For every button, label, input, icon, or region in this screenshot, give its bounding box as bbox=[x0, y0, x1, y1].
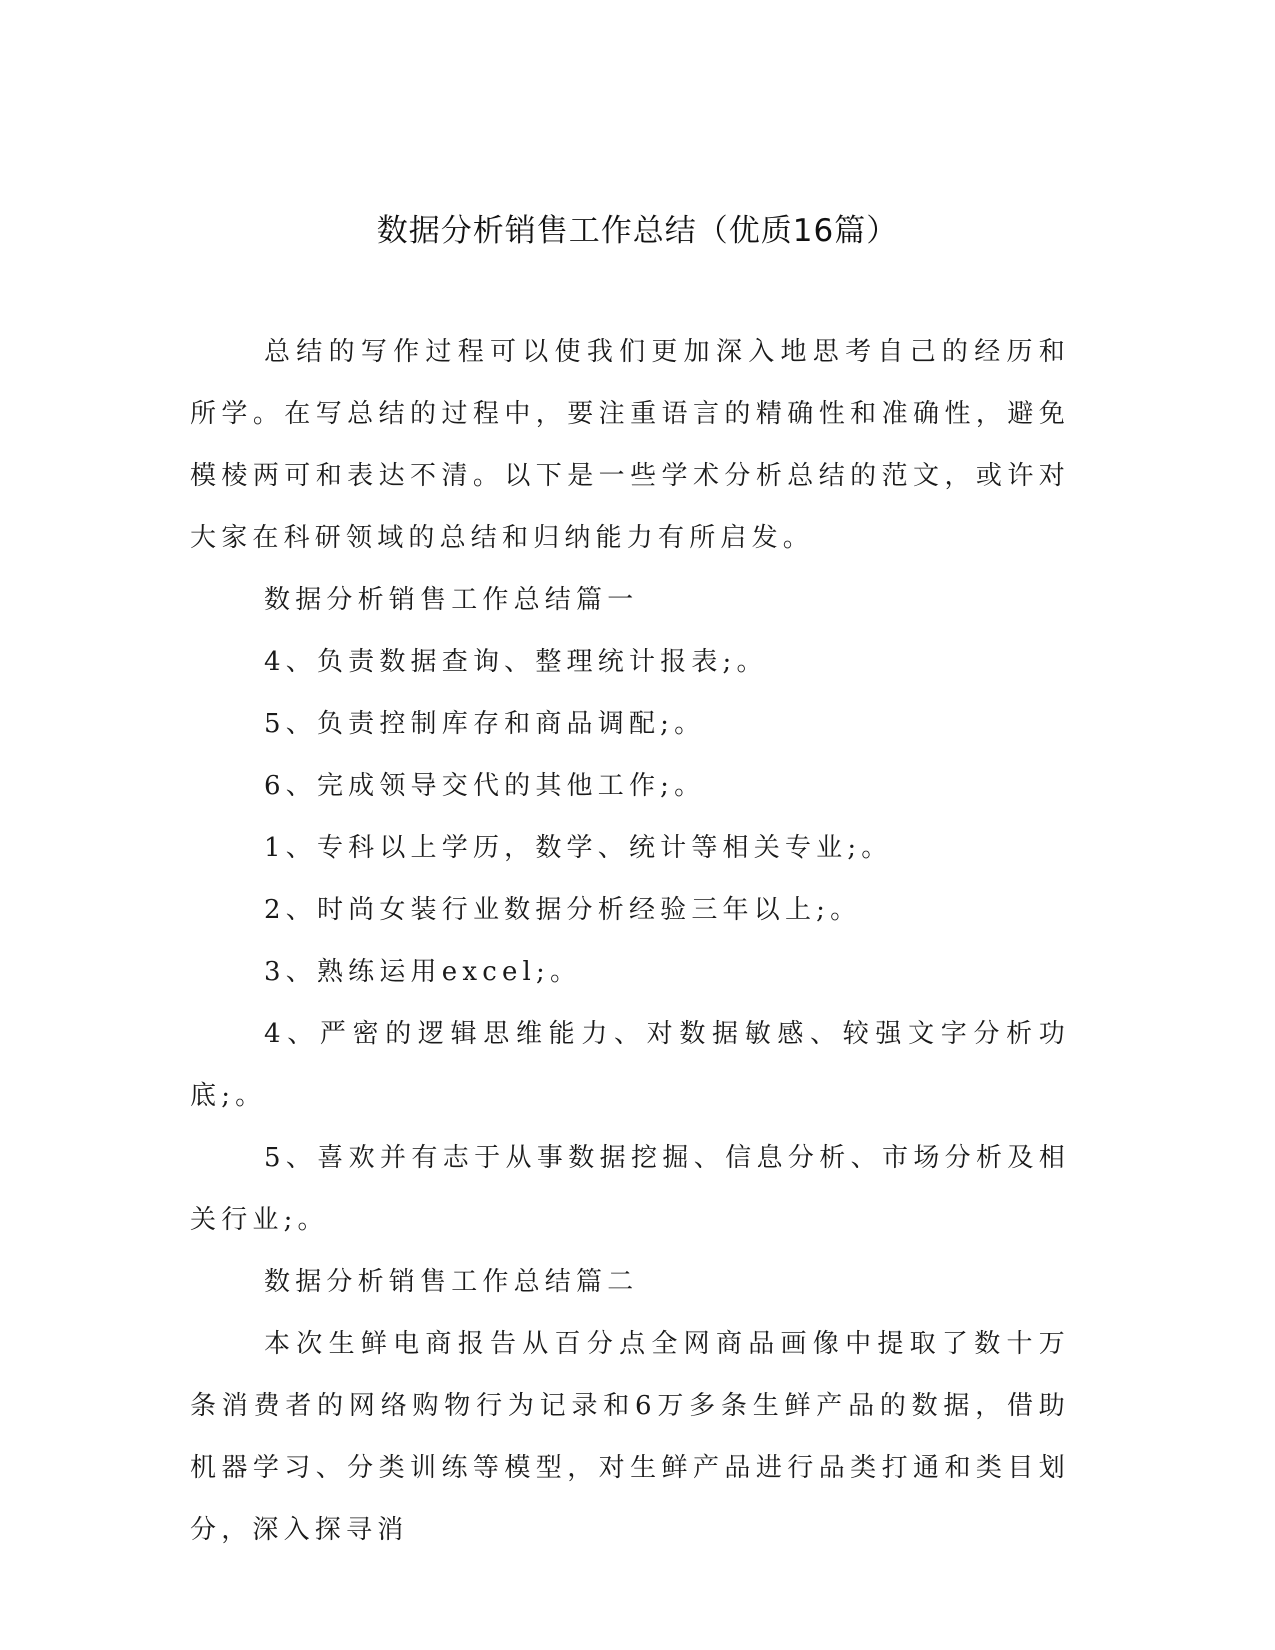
body-paragraph: 本次生鲜电商报告从百分点全网商品画像中提取了数十万条消费者的网络购物行为记录和6万多条生鲜产品的数据，借助机器学习、分类训练等模型，对生鲜产品进行品类打通和类目划分，深入探寻消 bbox=[190, 1329, 1070, 1545]
list-item: 5、喜欢并有志于从事数据挖掘、信息分析、市场分析及相关行业;。 bbox=[190, 1143, 1070, 1235]
list-item: 1、专科以上学历，数学、统计等相关专业;。 bbox=[264, 833, 893, 863]
list-item: 4、严密的逻辑思维能力、对数据敏感、较强文字分析功底;。 bbox=[190, 1019, 1070, 1111]
section-heading-1: 数据分析销售工作总结篇一 bbox=[264, 585, 639, 615]
intro-paragraph: 总结的写作过程可以使我们更加深入地思考自己的经历和所学。在写总结的过程中，要注重语言的精确性和准确性，避免模棱两可和表达不清。以下是一些学术分析总结的范文，或许对大家在科研领域的总结和归纳能力有所启发。 bbox=[190, 337, 1070, 553]
document-body bbox=[190, 321, 1070, 1561]
list-item: 5、负责控制库存和商品调配;。 bbox=[264, 709, 706, 739]
list-item: 2、时尚女装行业数据分析经验三年以上;。 bbox=[264, 895, 862, 925]
list-item: 4、负责数据查询、整理统计报表;。 bbox=[264, 647, 768, 677]
document-title: 数据分析销售工作总结（优质16篇） bbox=[376, 213, 899, 249]
list-item: 3、熟练运用excel;。 bbox=[264, 957, 582, 987]
list-item: 6、完成领导交代的其他工作;。 bbox=[264, 771, 706, 801]
section-heading-2: 数据分析销售工作总结篇二 bbox=[264, 1267, 639, 1297]
